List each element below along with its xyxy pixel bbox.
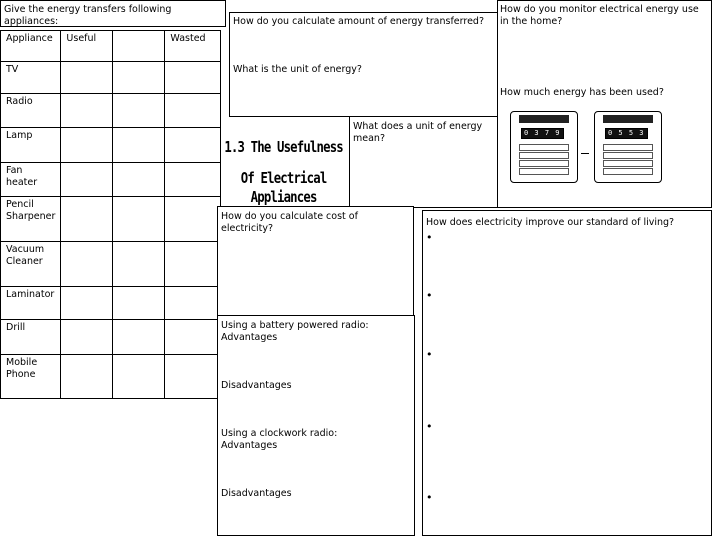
- cost-question: How do you calculate cost of electricity?: [221, 211, 361, 234]
- appliance-cell: Vacuum Cleaner: [1, 242, 61, 287]
- unit-box: [349, 116, 498, 208]
- meter-reading-2: [594, 111, 662, 183]
- table-row: [1, 287, 221, 320]
- meter-header-bar: [603, 115, 653, 123]
- answer-cell[interactable]: [165, 320, 221, 355]
- table-row: [1, 355, 221, 399]
- meter-header-bar: [519, 115, 569, 123]
- table-row: [1, 94, 221, 128]
- answer-cell[interactable]: [61, 355, 113, 399]
- answer-cell[interactable]: [61, 197, 113, 242]
- header-useful: Useful: [61, 31, 113, 62]
- table-row: [1, 128, 221, 163]
- bullet-point: •: [426, 420, 433, 433]
- appliance-cell: Pencil Sharpener: [1, 197, 61, 242]
- bullet-point: •: [426, 289, 433, 302]
- battery-disadvantages-label: Disadvantages: [221, 380, 292, 391]
- answer-cell[interactable]: [113, 128, 165, 163]
- table-row: [1, 62, 221, 94]
- transfers-table: [0, 30, 221, 399]
- monitor-box: [497, 0, 712, 208]
- header-wasted: Wasted: [165, 31, 221, 62]
- answer-cell[interactable]: [113, 94, 165, 128]
- energy-box: [229, 12, 498, 117]
- answer-cell[interactable]: [165, 94, 221, 128]
- appliance-cell: Mobile Phone: [1, 355, 61, 399]
- appliance-cell: Drill: [1, 320, 61, 355]
- answer-cell[interactable]: [113, 320, 165, 355]
- appliance-cell: Laminator: [1, 287, 61, 320]
- living-box: [422, 210, 712, 536]
- answer-cell[interactable]: [165, 242, 221, 287]
- answer-cell[interactable]: [61, 320, 113, 355]
- appliance-cell: TV: [1, 62, 61, 94]
- answer-cell[interactable]: [61, 128, 113, 163]
- cost-box: [217, 206, 414, 316]
- title-line-1: 1.3 The Usefulness: [224, 138, 343, 156]
- unit-question: What does a unit of energy mean?: [353, 121, 486, 144]
- header-appliance: Appliance: [1, 31, 61, 62]
- table-row: [1, 242, 221, 287]
- answer-cell[interactable]: [61, 94, 113, 128]
- energy-question: How do you calculate amount of energy transferred?: [233, 16, 484, 27]
- clockwork-advantages-label: Advantages: [221, 440, 278, 451]
- header-blank: [113, 31, 165, 62]
- answer-cell[interactable]: [165, 128, 221, 163]
- answer-cell[interactable]: [165, 287, 221, 320]
- answer-cell[interactable]: [61, 62, 113, 94]
- bullet-point: •: [426, 348, 433, 361]
- answer-cell[interactable]: [113, 197, 165, 242]
- clockwork-disadvantages-label: Disadvantages: [221, 488, 292, 499]
- appliance-cell: Fan heater: [1, 163, 61, 197]
- table-header-row: [1, 31, 221, 62]
- transfers-prompt-box: [0, 0, 226, 27]
- answer-cell[interactable]: [165, 355, 221, 399]
- transfers-prompt: Give the energy transfers following appliances:: [4, 4, 175, 27]
- answer-cell[interactable]: [165, 163, 221, 197]
- answer-cell[interactable]: [113, 287, 165, 320]
- answer-cell[interactable]: [113, 242, 165, 287]
- usage-question: How much energy has been used?: [500, 87, 664, 98]
- meter-display: 0 5 5 3: [605, 128, 648, 139]
- page-title: [218, 138, 349, 207]
- clockwork-radio-label: Using a clockwork radio:: [221, 428, 338, 439]
- battery-radio-label: Using a battery powered radio:: [221, 320, 369, 331]
- answer-cell[interactable]: [61, 242, 113, 287]
- answer-cell[interactable]: [165, 62, 221, 94]
- energy-unit-question: What is the unit of energy?: [233, 64, 362, 75]
- answer-cell[interactable]: [113, 355, 165, 399]
- monitor-question: How do you monitor electrical energy use in the home?: [500, 4, 702, 27]
- table-row: [1, 320, 221, 355]
- answer-cell[interactable]: [165, 197, 221, 242]
- meter-display: 0 3 7 9: [521, 128, 564, 139]
- title-line-2: Of Electrical Appliances: [240, 169, 327, 206]
- minus-sign: [581, 153, 589, 154]
- bullet-point: •: [426, 491, 433, 504]
- answer-cell[interactable]: [61, 287, 113, 320]
- answer-cell[interactable]: [113, 62, 165, 94]
- meter-reading-1: [510, 111, 578, 183]
- table-row: [1, 197, 221, 242]
- appliance-cell: Radio: [1, 94, 61, 128]
- living-question: How does electricity improve our standard of living?: [426, 217, 675, 228]
- appliance-cell: Lamp: [1, 128, 61, 163]
- bullet-point: •: [426, 231, 433, 244]
- answer-cell[interactable]: [61, 163, 113, 197]
- answer-cell[interactable]: [113, 163, 165, 197]
- radio-box: [217, 315, 415, 536]
- table-row: [1, 163, 221, 197]
- battery-advantages-label: Advantages: [221, 332, 278, 343]
